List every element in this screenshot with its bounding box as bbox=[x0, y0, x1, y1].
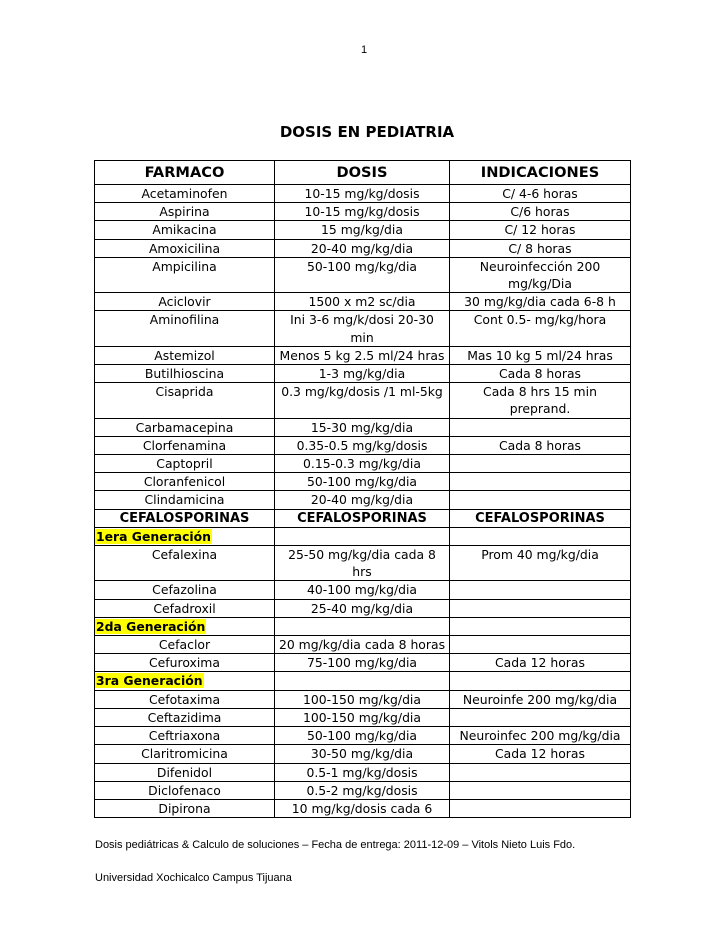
cell-dosis: 15 mg/kg/dia bbox=[275, 221, 450, 239]
cell-indicaciones bbox=[450, 781, 631, 799]
generation-row bbox=[95, 527, 631, 545]
table-row bbox=[95, 491, 631, 509]
cell-farmaco: Cefadroxil bbox=[95, 599, 275, 617]
table-row bbox=[95, 455, 631, 473]
table-body bbox=[95, 185, 631, 818]
header-dosis: DOSIS bbox=[275, 161, 450, 185]
table-row bbox=[95, 365, 631, 383]
cell-farmaco: Aciclovir bbox=[95, 293, 275, 311]
cell-farmaco: Carbamacepina bbox=[95, 418, 275, 436]
table-row bbox=[95, 185, 631, 203]
generation-label: 3ra Generación bbox=[96, 673, 203, 689]
table-row bbox=[95, 436, 631, 454]
cell-farmaco: Cefalexina bbox=[95, 546, 275, 581]
generation-label: 1era Generación bbox=[96, 528, 212, 544]
table-row bbox=[95, 239, 631, 257]
header-farmaco: FARMACO bbox=[95, 161, 275, 185]
footer-credits: Dosis pediátricas & Calculo de soluciones – Fecha de entrega: 2011-12-09 – Vitols Nieto Luis Fdo. bbox=[95, 839, 576, 851]
generation-row bbox=[95, 617, 631, 635]
cell-dosis: 25-50 mg/kg/dia cada 8 hrs bbox=[275, 546, 450, 581]
cell-indicaciones: 30 mg/kg/dia cada 6-8 h bbox=[450, 293, 631, 311]
cell-dosis: 0.5-1 mg/kg/dosis bbox=[275, 763, 450, 781]
cell-farmaco: Cefuroxima bbox=[95, 654, 275, 672]
cell-indicaciones bbox=[450, 473, 631, 491]
cell-farmaco: Ceftazidima bbox=[95, 708, 275, 726]
table-row bbox=[95, 708, 631, 726]
cell-dosis: 0.5-2 mg/kg/dosis bbox=[275, 781, 450, 799]
table-row bbox=[95, 690, 631, 708]
cell-indicaciones: Cada 12 horas bbox=[450, 745, 631, 763]
cell-farmaco: Cisaprida bbox=[95, 383, 275, 418]
cell-indicaciones bbox=[450, 599, 631, 617]
table-row bbox=[95, 636, 631, 654]
cell-indicaciones bbox=[450, 581, 631, 599]
cell-dosis: 20-40 mg/kg/dia bbox=[275, 491, 450, 509]
cell-farmaco: Claritromicina bbox=[95, 745, 275, 763]
cell-indicaciones bbox=[450, 763, 631, 781]
table-row bbox=[95, 383, 631, 418]
cell-dosis: 50-100 mg/kg/dia bbox=[275, 727, 450, 745]
cell-dosis: 20-40 mg/kg/dia bbox=[275, 239, 450, 257]
table-row bbox=[95, 745, 631, 763]
cell-farmaco: Dipirona bbox=[95, 799, 275, 817]
cell-indicaciones: Neuroinfe 200 mg/kg/dia bbox=[450, 690, 631, 708]
cell-indicaciones: C/ 12 horas bbox=[450, 221, 631, 239]
cell-dosis: 10-15 mg/kg/dosis bbox=[275, 185, 450, 203]
cell-dosis: Menos 5 kg 2.5 ml/24 hras bbox=[275, 346, 450, 364]
cell-dosis: 15-30 mg/kg/dia bbox=[275, 418, 450, 436]
cell-dosis: 25-40 mg/kg/dia bbox=[275, 599, 450, 617]
cell-dosis: CEFALOSPORINAS bbox=[275, 509, 450, 527]
cell-dosis: 10-15 mg/kg/dosis bbox=[275, 203, 450, 221]
table-row bbox=[95, 546, 631, 581]
cell-indicaciones: CEFALOSPORINAS bbox=[450, 509, 631, 527]
cell-indicaciones: Mas 10 kg 5 ml/24 hras bbox=[450, 346, 631, 364]
cell-indicaciones: Cont 0.5- mg/kg/hora bbox=[450, 311, 631, 346]
cell-farmaco: Clorfenamina bbox=[95, 436, 275, 454]
cell-farmaco: Difenidol bbox=[95, 763, 275, 781]
table-row bbox=[95, 311, 631, 346]
table-row bbox=[95, 599, 631, 617]
cell-indicaciones: Cada 8 horas bbox=[450, 436, 631, 454]
table-row bbox=[95, 763, 631, 781]
cell-indicaciones: Cada 12 horas bbox=[450, 654, 631, 672]
cell-farmaco: Acetaminofen bbox=[95, 185, 275, 203]
cell-indicaciones: Neuroinfección 200 mg/kg/Dia bbox=[450, 257, 631, 292]
cell-dosis: 20 mg/kg/dia cada 8 horas bbox=[275, 636, 450, 654]
table-header-row bbox=[95, 161, 631, 185]
cell-dosis: 100-150 mg/kg/dia bbox=[275, 690, 450, 708]
section-header-row bbox=[95, 509, 631, 527]
cell-farmaco: Ceftriaxona bbox=[95, 727, 275, 745]
cell-dosis: 1-3 mg/kg/dia bbox=[275, 365, 450, 383]
cell-dosis: 10 mg/kg/dosis cada 6 bbox=[275, 799, 450, 817]
empty-cell bbox=[275, 527, 450, 545]
generation-cell bbox=[95, 617, 275, 635]
cell-farmaco: Amikacina bbox=[95, 221, 275, 239]
empty-cell bbox=[275, 617, 450, 635]
cell-farmaco: Aminofilina bbox=[95, 311, 275, 346]
table-row bbox=[95, 221, 631, 239]
cell-indicaciones: C/ 8 horas bbox=[450, 239, 631, 257]
document-title-text: DOSIS EN PEDIATRIA bbox=[279, 123, 455, 141]
cell-indicaciones bbox=[450, 455, 631, 473]
cell-farmaco: Cefazolina bbox=[95, 581, 275, 599]
cell-farmaco: CEFALOSPORINAS bbox=[95, 509, 275, 527]
generation-cell bbox=[95, 672, 275, 690]
generation-label: 2da Generación bbox=[96, 618, 206, 634]
cell-farmaco: Astemizol bbox=[95, 346, 275, 364]
cell-farmaco: Ampicilina bbox=[95, 257, 275, 292]
table-row bbox=[95, 346, 631, 364]
cell-farmaco: Aspirina bbox=[95, 203, 275, 221]
cell-indicaciones bbox=[450, 491, 631, 509]
cell-farmaco: Cefaclor bbox=[95, 636, 275, 654]
empty-cell bbox=[450, 527, 631, 545]
empty-cell bbox=[275, 672, 450, 690]
cell-dosis: 0.3 mg/kg/dosis /1 ml-5kg bbox=[275, 383, 450, 418]
cell-indicaciones: C/6 horas bbox=[450, 203, 631, 221]
cell-dosis: 0.35-0.5 mg/kg/dosis bbox=[275, 436, 450, 454]
cell-dosis: 1500 x m2 sc/dia bbox=[275, 293, 450, 311]
dosage-table bbox=[94, 160, 631, 818]
table-row bbox=[95, 781, 631, 799]
page-number: 1 bbox=[360, 44, 368, 56]
cell-farmaco: Cefotaxima bbox=[95, 690, 275, 708]
generation-cell bbox=[95, 527, 275, 545]
table-row bbox=[95, 418, 631, 436]
cell-farmaco: Cloranfenicol bbox=[95, 473, 275, 491]
cell-dosis: 100-150 mg/kg/dia bbox=[275, 708, 450, 726]
cell-dosis: 50-100 mg/kg/dia bbox=[275, 257, 450, 292]
cell-indicaciones: Cada 8 horas bbox=[450, 365, 631, 383]
cell-dosis: Ini 3-6 mg/k/dosi 20-30 min bbox=[275, 311, 450, 346]
header-indicaciones: INDICACIONES bbox=[450, 161, 631, 185]
cell-dosis: 50-100 mg/kg/dia bbox=[275, 473, 450, 491]
cell-farmaco: Captopril bbox=[95, 455, 275, 473]
table-row bbox=[95, 654, 631, 672]
footer-institution: Universidad Xochicalco Campus Tijuana bbox=[95, 872, 292, 884]
document-title bbox=[0, 123, 728, 141]
cell-farmaco: Butilhioscina bbox=[95, 365, 275, 383]
table-row bbox=[95, 257, 631, 292]
cell-dosis: 30-50 mg/kg/dia bbox=[275, 745, 450, 763]
cell-indicaciones bbox=[450, 418, 631, 436]
cell-farmaco: Clindamicina bbox=[95, 491, 275, 509]
cell-indicaciones bbox=[450, 708, 631, 726]
empty-cell bbox=[450, 672, 631, 690]
table-row bbox=[95, 293, 631, 311]
cell-indicaciones: Cada 8 hrs 15 min preprand. bbox=[450, 383, 631, 418]
empty-cell bbox=[450, 617, 631, 635]
cell-dosis: 40-100 mg/kg/dia bbox=[275, 581, 450, 599]
cell-indicaciones: Neuroinfec 200 mg/kg/dia bbox=[450, 727, 631, 745]
table-row bbox=[95, 473, 631, 491]
cell-farmaco: Diclofenaco bbox=[95, 781, 275, 799]
table-row bbox=[95, 203, 631, 221]
cell-indicaciones bbox=[450, 636, 631, 654]
cell-indicaciones: C/ 4-6 horas bbox=[450, 185, 631, 203]
cell-dosis: 75-100 mg/kg/dia bbox=[275, 654, 450, 672]
cell-farmaco: Amoxicilina bbox=[95, 239, 275, 257]
table-row bbox=[95, 799, 631, 817]
cell-indicaciones: Prom 40 mg/kg/dia bbox=[450, 546, 631, 581]
generation-row bbox=[95, 672, 631, 690]
cell-indicaciones bbox=[450, 799, 631, 817]
cell-dosis: 0.15-0.3 mg/kg/dia bbox=[275, 455, 450, 473]
table-row bbox=[95, 581, 631, 599]
table-row bbox=[95, 727, 631, 745]
